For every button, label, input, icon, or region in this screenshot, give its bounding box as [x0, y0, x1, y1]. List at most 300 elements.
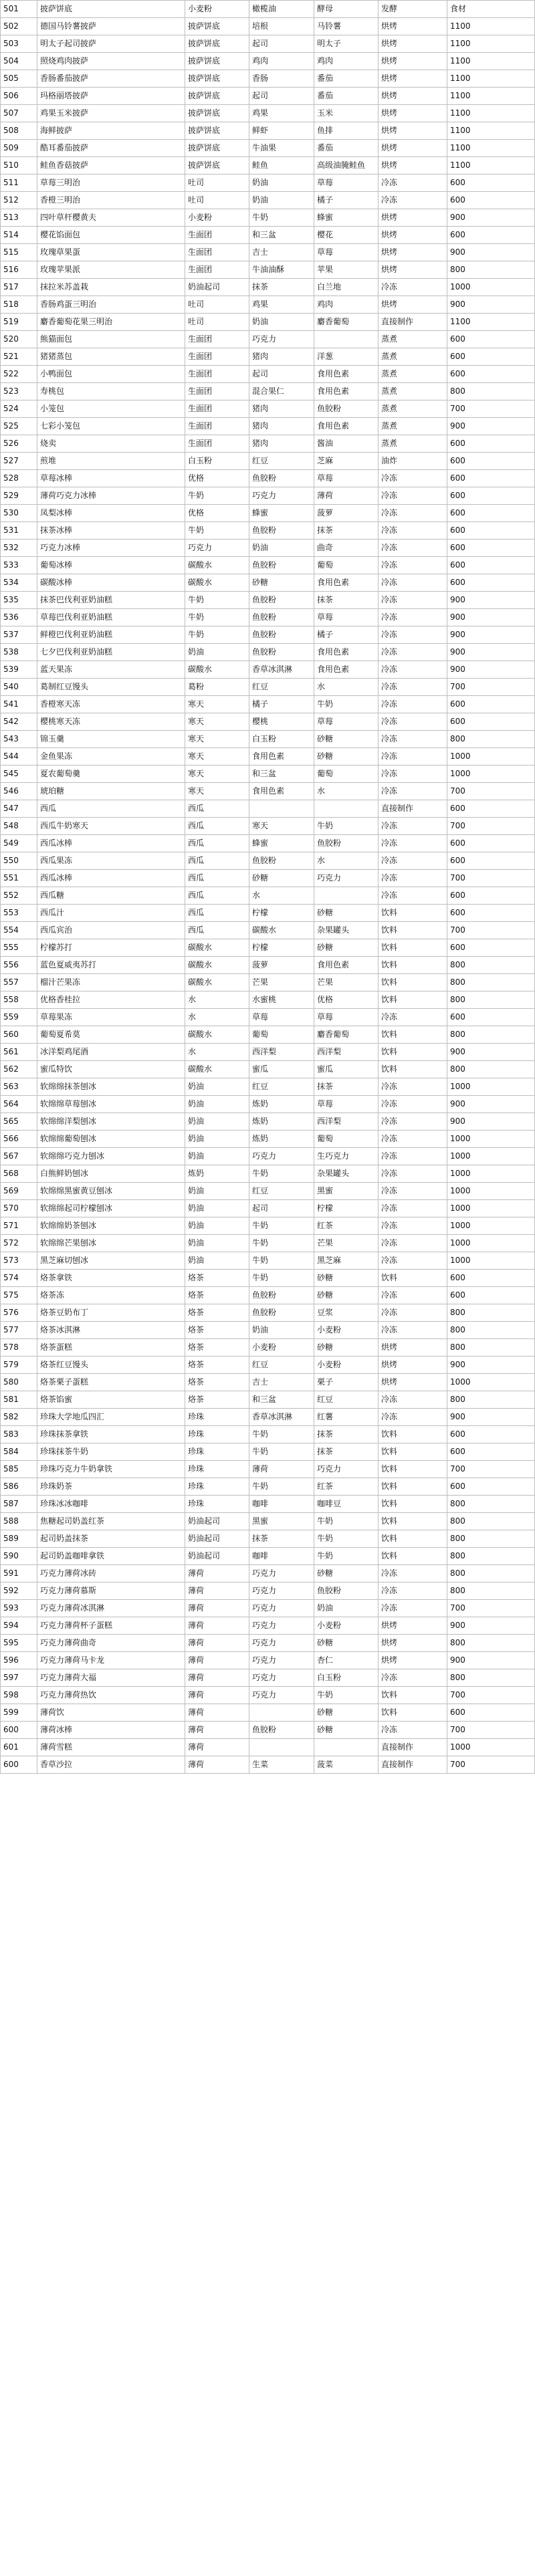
- ingredient-3-cell[interactable]: 栗子: [314, 1374, 379, 1391]
- ingredient-2-cell[interactable]: 巧克力: [249, 1687, 314, 1704]
- id-cell[interactable]: 575: [1, 1287, 37, 1304]
- price-cell[interactable]: 600: [447, 1270, 535, 1287]
- name-cell[interactable]: 香橙寒天冻: [37, 696, 185, 713]
- ingredient-3-cell[interactable]: 砂糖: [314, 939, 379, 957]
- price-cell[interactable]: 1000: [447, 1252, 535, 1270]
- name-cell[interactable]: 蓝天果冻: [37, 661, 185, 679]
- name-cell[interactable]: 软绵绵草莓刨冰: [37, 1096, 185, 1113]
- method-cell[interactable]: 冷冻: [379, 574, 447, 592]
- ingredient-1-cell[interactable]: 牛奶: [185, 626, 249, 644]
- ingredient-2-cell[interactable]: 葡萄: [249, 1026, 314, 1044]
- id-cell[interactable]: 584: [1, 1443, 37, 1461]
- name-cell[interactable]: 小鸭面包: [37, 366, 185, 383]
- id-cell[interactable]: 601: [1, 1739, 37, 1756]
- name-cell[interactable]: 软绵绵黑蜜黄豆刨冰: [37, 1183, 185, 1200]
- id-cell[interactable]: 556: [1, 957, 37, 974]
- name-cell[interactable]: 樱花馅面包: [37, 227, 185, 244]
- ingredient-2-cell[interactable]: 巧克力: [249, 1148, 314, 1165]
- ingredient-3-cell[interactable]: 草莓: [314, 174, 379, 192]
- price-cell[interactable]: 600: [447, 522, 535, 540]
- ingredient-3-cell[interactable]: 洋葱: [314, 348, 379, 366]
- method-cell[interactable]: 饮料: [379, 957, 447, 974]
- name-cell[interactable]: 巧克力薄荷马卡龙: [37, 1652, 185, 1669]
- ingredient-1-cell[interactable]: 薄荷: [185, 1704, 249, 1722]
- ingredient-2-cell[interactable]: 炼奶: [249, 1113, 314, 1131]
- ingredient-2-cell[interactable]: 橘子: [249, 696, 314, 713]
- method-cell[interactable]: 烘烤: [379, 1635, 447, 1652]
- name-cell[interactable]: 软绵绵葡萄刨冰: [37, 1131, 185, 1148]
- id-cell[interactable]: 547: [1, 800, 37, 818]
- ingredient-1-cell[interactable]: 珍珠: [185, 1443, 249, 1461]
- name-cell[interactable]: 披萨饼底: [37, 1, 185, 18]
- id-cell[interactable]: 506: [1, 88, 37, 105]
- method-cell[interactable]: 烘烤: [379, 105, 447, 122]
- id-cell[interactable]: 501: [1, 1, 37, 18]
- ingredient-1-cell[interactable]: 小麦粉: [185, 209, 249, 227]
- price-cell[interactable]: 800: [447, 1583, 535, 1600]
- id-cell[interactable]: 600: [1, 1722, 37, 1739]
- method-cell[interactable]: 直接制作: [379, 1756, 447, 1774]
- method-cell[interactable]: 冷冻: [379, 1096, 447, 1113]
- ingredient-1-cell[interactable]: 牛奶: [185, 487, 249, 505]
- ingredient-2-cell[interactable]: 鱼胶粉: [249, 470, 314, 487]
- id-cell[interactable]: 566: [1, 1131, 37, 1148]
- id-cell[interactable]: 599: [1, 1704, 37, 1722]
- ingredient-2-cell[interactable]: 猪肉: [249, 348, 314, 366]
- ingredient-2-cell[interactable]: 红豆: [249, 1078, 314, 1096]
- ingredient-1-cell[interactable]: 炼奶: [185, 1165, 249, 1183]
- ingredient-2-cell[interactable]: [249, 1704, 314, 1722]
- price-cell[interactable]: 600: [447, 557, 535, 574]
- id-cell[interactable]: 541: [1, 696, 37, 713]
- ingredient-1-cell[interactable]: 寒天: [185, 748, 249, 766]
- ingredient-1-cell[interactable]: 吐司: [185, 174, 249, 192]
- name-cell[interactable]: 巧克力薄荷大福: [37, 1669, 185, 1687]
- ingredient-2-cell[interactable]: 牛油果: [249, 140, 314, 157]
- ingredient-1-cell[interactable]: 烙茶: [185, 1339, 249, 1357]
- id-cell[interactable]: 583: [1, 1426, 37, 1443]
- id-cell[interactable]: 588: [1, 1513, 37, 1530]
- ingredient-3-cell[interactable]: 草莓: [314, 244, 379, 261]
- name-cell[interactable]: 西瓜汁: [37, 905, 185, 922]
- ingredient-1-cell[interactable]: 奶油: [185, 1148, 249, 1165]
- ingredient-1-cell[interactable]: 巧克力: [185, 540, 249, 557]
- method-cell[interactable]: 蒸煮: [379, 418, 447, 435]
- price-cell[interactable]: 600: [447, 696, 535, 713]
- id-cell[interactable]: 579: [1, 1357, 37, 1374]
- ingredient-2-cell[interactable]: 碳酸水: [249, 922, 314, 939]
- id-cell[interactable]: 557: [1, 974, 37, 991]
- ingredient-3-cell[interactable]: 麝香葡萄: [314, 1026, 379, 1044]
- price-cell[interactable]: 800: [447, 1513, 535, 1530]
- price-cell[interactable]: 1100: [447, 314, 535, 331]
- id-cell[interactable]: 520: [1, 331, 37, 348]
- price-cell[interactable]: 600: [447, 574, 535, 592]
- name-cell[interactable]: 七夕巴伐利亚奶油糕: [37, 644, 185, 661]
- id-cell[interactable]: 585: [1, 1461, 37, 1478]
- ingredient-2-cell[interactable]: 鱼胶粉: [249, 626, 314, 644]
- price-cell[interactable]: 1000: [447, 1078, 535, 1096]
- ingredient-2-cell[interactable]: 牛奶: [249, 1270, 314, 1287]
- name-cell[interactable]: 海鲜披萨: [37, 122, 185, 140]
- method-cell[interactable]: 烘烤: [379, 1357, 447, 1374]
- name-cell[interactable]: 抹茶巴伐利亚奶油糕: [37, 592, 185, 609]
- ingredient-1-cell[interactable]: 西瓜: [185, 800, 249, 818]
- id-cell[interactable]: 591: [1, 1565, 37, 1583]
- id-cell[interactable]: 509: [1, 140, 37, 157]
- id-cell[interactable]: 598: [1, 1687, 37, 1704]
- ingredient-3-cell[interactable]: 红茶: [314, 1217, 379, 1235]
- price-cell[interactable]: 900: [447, 244, 535, 261]
- ingredient-1-cell[interactable]: 奶油起司: [185, 279, 249, 296]
- method-cell[interactable]: 饮料: [379, 1530, 447, 1548]
- method-cell[interactable]: 饮料: [379, 1687, 447, 1704]
- ingredient-2-cell[interactable]: 鱼胶粉: [249, 592, 314, 609]
- name-cell[interactable]: 锦玉羹: [37, 731, 185, 748]
- ingredient-2-cell[interactable]: 鱼胶粉: [249, 1304, 314, 1322]
- method-cell[interactable]: 烘烤: [379, 1652, 447, 1669]
- method-cell[interactable]: 冷冻: [379, 1409, 447, 1426]
- ingredient-2-cell[interactable]: 混合果仁: [249, 383, 314, 400]
- name-cell[interactable]: 冰洋梨鸡尾酒: [37, 1044, 185, 1061]
- ingredient-2-cell[interactable]: 牛奶: [249, 1165, 314, 1183]
- id-cell[interactable]: 551: [1, 870, 37, 887]
- id-cell[interactable]: 563: [1, 1078, 37, 1096]
- ingredient-2-cell[interactable]: 牛奶: [249, 1252, 314, 1270]
- price-cell[interactable]: 700: [447, 1461, 535, 1478]
- ingredient-2-cell[interactable]: 炼奶: [249, 1131, 314, 1148]
- ingredient-2-cell[interactable]: 红豆: [249, 1357, 314, 1374]
- ingredient-3-cell[interactable]: 杏仁: [314, 1652, 379, 1669]
- name-cell[interactable]: 猪猪蒸包: [37, 348, 185, 366]
- id-cell[interactable]: 548: [1, 818, 37, 835]
- method-cell[interactable]: 冷冻: [379, 1391, 447, 1409]
- ingredient-3-cell[interactable]: 食用色素: [314, 661, 379, 679]
- ingredient-1-cell[interactable]: 生面团: [185, 418, 249, 435]
- method-cell[interactable]: 饮料: [379, 1426, 447, 1443]
- id-cell[interactable]: 560: [1, 1026, 37, 1044]
- ingredient-2-cell[interactable]: 蜂蜜: [249, 505, 314, 522]
- ingredient-3-cell[interactable]: 芒果: [314, 974, 379, 991]
- method-cell[interactable]: 冷冻: [379, 731, 447, 748]
- ingredient-2-cell[interactable]: 白玉粉: [249, 731, 314, 748]
- name-cell[interactable]: 起司奶盖咖啡拿铁: [37, 1548, 185, 1565]
- ingredient-3-cell[interactable]: 砂糖: [314, 1722, 379, 1739]
- price-cell[interactable]: 900: [447, 1357, 535, 1374]
- id-cell[interactable]: 567: [1, 1148, 37, 1165]
- ingredient-2-cell[interactable]: 咖啡: [249, 1548, 314, 1565]
- id-cell[interactable]: 562: [1, 1061, 37, 1078]
- method-cell[interactable]: 冷冻: [379, 661, 447, 679]
- price-cell[interactable]: 600: [447, 1478, 535, 1496]
- name-cell[interactable]: 起司奶盖抹茶: [37, 1530, 185, 1548]
- ingredient-1-cell[interactable]: 珍珠: [185, 1478, 249, 1496]
- id-cell[interactable]: 545: [1, 766, 37, 783]
- ingredient-1-cell[interactable]: 披萨饼底: [185, 70, 249, 88]
- id-cell[interactable]: 546: [1, 783, 37, 800]
- price-cell[interactable]: 800: [447, 1322, 535, 1339]
- ingredient-2-cell[interactable]: 巧克力: [249, 1565, 314, 1583]
- method-cell[interactable]: 冷冻: [379, 609, 447, 626]
- price-cell[interactable]: 1100: [447, 18, 535, 35]
- ingredient-3-cell[interactable]: 西洋梨: [314, 1113, 379, 1131]
- id-cell[interactable]: 523: [1, 383, 37, 400]
- ingredient-1-cell[interactable]: 西瓜: [185, 835, 249, 852]
- id-cell[interactable]: 570: [1, 1200, 37, 1217]
- name-cell[interactable]: 四叶草杆樱黄夫: [37, 209, 185, 227]
- price-cell[interactable]: 1000: [447, 1165, 535, 1183]
- ingredient-3-cell[interactable]: 苹果: [314, 261, 379, 279]
- ingredient-1-cell[interactable]: 小麦粉: [185, 1, 249, 18]
- name-cell[interactable]: 软绵绵抹茶刨冰: [37, 1078, 185, 1096]
- method-cell[interactable]: 烘烤: [379, 1617, 447, 1635]
- ingredient-3-cell[interactable]: 砂糖: [314, 1270, 379, 1287]
- price-cell[interactable]: 600: [447, 1287, 535, 1304]
- method-cell[interactable]: 冷冻: [379, 679, 447, 696]
- ingredient-2-cell[interactable]: 薄荷: [249, 1461, 314, 1478]
- ingredient-1-cell[interactable]: 珍珠: [185, 1461, 249, 1478]
- id-cell[interactable]: 510: [1, 157, 37, 174]
- price-cell[interactable]: 900: [447, 1617, 535, 1635]
- id-cell[interactable]: 542: [1, 713, 37, 731]
- id-cell[interactable]: 597: [1, 1669, 37, 1687]
- price-cell[interactable]: 800: [447, 974, 535, 991]
- ingredient-3-cell[interactable]: 番茄: [314, 70, 379, 88]
- ingredient-1-cell[interactable]: 披萨饼底: [185, 122, 249, 140]
- ingredient-1-cell[interactable]: 牛奶: [185, 522, 249, 540]
- name-cell[interactable]: 金鱼果冻: [37, 748, 185, 766]
- ingredient-2-cell[interactable]: 水蜜桃: [249, 991, 314, 1009]
- id-cell[interactable]: 571: [1, 1217, 37, 1235]
- name-cell[interactable]: 西瓜冰棒: [37, 835, 185, 852]
- name-cell[interactable]: 小笼包: [37, 400, 185, 418]
- ingredient-1-cell[interactable]: 生面团: [185, 383, 249, 400]
- ingredient-3-cell[interactable]: 葡萄: [314, 1131, 379, 1148]
- method-cell[interactable]: 冷冻: [379, 852, 447, 870]
- price-cell[interactable]: 600: [447, 366, 535, 383]
- ingredient-3-cell[interactable]: 食用色素: [314, 574, 379, 592]
- ingredient-2-cell[interactable]: 炼奶: [249, 1096, 314, 1113]
- price-cell[interactable]: 800: [447, 383, 535, 400]
- price-cell[interactable]: 800: [447, 1548, 535, 1565]
- name-cell[interactable]: 葡萄冰棒: [37, 557, 185, 574]
- ingredient-3-cell[interactable]: 橘子: [314, 192, 379, 209]
- id-cell[interactable]: 529: [1, 487, 37, 505]
- ingredient-1-cell[interactable]: 生面团: [185, 366, 249, 383]
- name-cell[interactable]: 蓝色夏威夷苏打: [37, 957, 185, 974]
- ingredient-2-cell[interactable]: 牛奶: [249, 1217, 314, 1235]
- id-cell[interactable]: 572: [1, 1235, 37, 1252]
- price-cell[interactable]: 700: [447, 400, 535, 418]
- price-cell[interactable]: 1100: [447, 157, 535, 174]
- ingredient-3-cell[interactable]: 白玉粉: [314, 1669, 379, 1687]
- ingredient-1-cell[interactable]: 薄荷: [185, 1756, 249, 1774]
- method-cell[interactable]: 饮料: [379, 939, 447, 957]
- price-cell[interactable]: 800: [447, 1565, 535, 1583]
- ingredient-2-cell[interactable]: 香草冰淇淋: [249, 1409, 314, 1426]
- method-cell[interactable]: 饮料: [379, 1496, 447, 1513]
- ingredient-2-cell[interactable]: 柠檬: [249, 939, 314, 957]
- name-cell[interactable]: 樱桃寒天冻: [37, 713, 185, 731]
- id-cell[interactable]: 513: [1, 209, 37, 227]
- ingredient-1-cell[interactable]: 生面团: [185, 400, 249, 418]
- id-cell[interactable]: 514: [1, 227, 37, 244]
- ingredient-3-cell[interactable]: 菠萝: [314, 505, 379, 522]
- method-cell[interactable]: 冷冻: [379, 1113, 447, 1131]
- method-cell[interactable]: 冷冻: [379, 192, 447, 209]
- name-cell[interactable]: 黑芝麻切刨冰: [37, 1252, 185, 1270]
- ingredient-2-cell[interactable]: 巧克力: [249, 1583, 314, 1600]
- method-cell[interactable]: 蒸煮: [379, 331, 447, 348]
- price-cell[interactable]: 900: [447, 609, 535, 626]
- ingredient-3-cell[interactable]: 红豆: [314, 1391, 379, 1409]
- ingredient-2-cell[interactable]: 奶油: [249, 192, 314, 209]
- id-cell[interactable]: 535: [1, 592, 37, 609]
- ingredient-3-cell[interactable]: 豆浆: [314, 1304, 379, 1322]
- method-cell[interactable]: 冷冻: [379, 1009, 447, 1026]
- name-cell[interactable]: 巧克力薄荷曲奇: [37, 1635, 185, 1652]
- ingredient-3-cell[interactable]: 橘子: [314, 626, 379, 644]
- ingredient-2-cell[interactable]: 鱼胶粉: [249, 522, 314, 540]
- price-cell[interactable]: 900: [447, 661, 535, 679]
- method-cell[interactable]: 冷冻: [379, 818, 447, 835]
- method-cell[interactable]: 冷冻: [379, 1183, 447, 1200]
- name-cell[interactable]: 草莓三明治: [37, 174, 185, 192]
- ingredient-3-cell[interactable]: [314, 800, 379, 818]
- ingredient-1-cell[interactable]: 生面团: [185, 331, 249, 348]
- ingredient-1-cell[interactable]: 薄荷: [185, 1669, 249, 1687]
- ingredient-1-cell[interactable]: 白玉粉: [185, 453, 249, 470]
- method-cell[interactable]: 蒸煮: [379, 366, 447, 383]
- name-cell[interactable]: 西瓜果冻: [37, 852, 185, 870]
- method-cell[interactable]: 冷冻: [379, 626, 447, 644]
- ingredient-2-cell[interactable]: 起司: [249, 35, 314, 53]
- ingredient-2-cell[interactable]: 食用色素: [249, 783, 314, 800]
- price-cell[interactable]: 800: [447, 1530, 535, 1548]
- ingredient-1-cell[interactable]: 薄荷: [185, 1739, 249, 1756]
- ingredient-3-cell[interactable]: 柠檬: [314, 1200, 379, 1217]
- ingredient-2-cell[interactable]: 鸡肉: [249, 53, 314, 70]
- ingredient-2-cell[interactable]: 砂糖: [249, 870, 314, 887]
- ingredient-3-cell[interactable]: 水: [314, 852, 379, 870]
- ingredient-2-cell[interactable]: 生菜: [249, 1756, 314, 1774]
- price-cell[interactable]: 800: [447, 1339, 535, 1357]
- ingredient-2-cell[interactable]: 巧克力: [249, 1617, 314, 1635]
- ingredient-1-cell[interactable]: 优格: [185, 505, 249, 522]
- id-cell[interactable]: 512: [1, 192, 37, 209]
- name-cell[interactable]: 巧克力薄荷慕斯: [37, 1583, 185, 1600]
- name-cell[interactable]: 碳酸冰棒: [37, 574, 185, 592]
- method-cell[interactable]: 油炸: [379, 453, 447, 470]
- name-cell[interactable]: 蜜瓜特饮: [37, 1061, 185, 1078]
- price-cell[interactable]: 1100: [447, 122, 535, 140]
- id-cell[interactable]: 582: [1, 1409, 37, 1426]
- ingredient-3-cell[interactable]: 马铃薯: [314, 18, 379, 35]
- ingredient-3-cell[interactable]: 抹茶: [314, 1426, 379, 1443]
- ingredient-3-cell[interactable]: 草莓: [314, 1009, 379, 1026]
- ingredient-3-cell[interactable]: 黑芝麻: [314, 1252, 379, 1270]
- ingredient-2-cell[interactable]: 和三盆: [249, 766, 314, 783]
- name-cell[interactable]: 葡萄夏希莫: [37, 1026, 185, 1044]
- ingredient-2-cell[interactable]: 猪肉: [249, 400, 314, 418]
- price-cell[interactable]: 700: [447, 1600, 535, 1617]
- ingredient-1-cell[interactable]: 烙茶: [185, 1357, 249, 1374]
- id-cell[interactable]: 555: [1, 939, 37, 957]
- name-cell[interactable]: 玛格丽塔披萨: [37, 88, 185, 105]
- ingredient-2-cell[interactable]: 红豆: [249, 453, 314, 470]
- ingredient-1-cell[interactable]: 烙茶: [185, 1287, 249, 1304]
- ingredient-1-cell[interactable]: 水: [185, 1044, 249, 1061]
- name-cell[interactable]: 烙茶冰淇淋: [37, 1322, 185, 1339]
- ingredient-3-cell[interactable]: 黑蜜: [314, 1183, 379, 1200]
- ingredient-2-cell[interactable]: 蜂蜜: [249, 835, 314, 852]
- method-cell[interactable]: 饮料: [379, 1061, 447, 1078]
- name-cell[interactable]: 软绵绵奶茶刨冰: [37, 1217, 185, 1235]
- ingredient-1-cell[interactable]: 吐司: [185, 314, 249, 331]
- price-cell[interactable]: 800: [447, 1635, 535, 1652]
- method-cell[interactable]: 冷冻: [379, 713, 447, 731]
- ingredient-2-cell[interactable]: 鱼胶粉: [249, 1287, 314, 1304]
- id-cell[interactable]: 517: [1, 279, 37, 296]
- price-cell[interactable]: 600: [447, 470, 535, 487]
- ingredient-1-cell[interactable]: 烙茶: [185, 1391, 249, 1409]
- ingredient-2-cell[interactable]: 奶油: [249, 174, 314, 192]
- method-cell[interactable]: 烘烤: [379, 227, 447, 244]
- price-cell[interactable]: 700: [447, 783, 535, 800]
- ingredient-3-cell[interactable]: 白兰地: [314, 279, 379, 296]
- name-cell[interactable]: 巧克力冰棒: [37, 540, 185, 557]
- price-cell[interactable]: 800: [447, 957, 535, 974]
- ingredient-3-cell[interactable]: [314, 331, 379, 348]
- id-cell[interactable]: 533: [1, 557, 37, 574]
- ingredient-1-cell[interactable]: 寒天: [185, 766, 249, 783]
- ingredient-3-cell[interactable]: 草莓: [314, 1096, 379, 1113]
- ingredient-2-cell[interactable]: 猪肉: [249, 435, 314, 453]
- method-cell[interactable]: 冷冻: [379, 470, 447, 487]
- ingredient-1-cell[interactable]: 生面团: [185, 227, 249, 244]
- name-cell[interactable]: 珍珠抹茶牛奶: [37, 1443, 185, 1461]
- ingredient-1-cell[interactable]: 披萨饼底: [185, 140, 249, 157]
- ingredient-1-cell[interactable]: 碳酸水: [185, 1026, 249, 1044]
- method-cell[interactable]: 冷冻: [379, 1583, 447, 1600]
- ingredient-2-cell[interactable]: 猪肉: [249, 418, 314, 435]
- ingredient-1-cell[interactable]: 生面团: [185, 348, 249, 366]
- name-cell[interactable]: 烙茶栗子蛋糕: [37, 1374, 185, 1391]
- ingredient-1-cell[interactable]: 葛粉: [185, 679, 249, 696]
- name-cell[interactable]: 香肠鸡蛋三明治: [37, 296, 185, 314]
- ingredient-1-cell[interactable]: 珍珠: [185, 1496, 249, 1513]
- ingredient-2-cell[interactable]: 黑蜜: [249, 1513, 314, 1530]
- price-cell[interactable]: 1000: [447, 1217, 535, 1235]
- ingredient-1-cell[interactable]: 薄荷: [185, 1583, 249, 1600]
- price-cell[interactable]: 800: [447, 1391, 535, 1409]
- ingredient-1-cell[interactable]: 奶油: [185, 1200, 249, 1217]
- price-cell[interactable]: 700: [447, 679, 535, 696]
- id-cell[interactable]: 544: [1, 748, 37, 766]
- id-cell[interactable]: 600: [1, 1756, 37, 1774]
- id-cell[interactable]: 594: [1, 1617, 37, 1635]
- name-cell[interactable]: 薄荷冰棒: [37, 1722, 185, 1739]
- ingredient-2-cell[interactable]: 牛奶: [249, 1426, 314, 1443]
- method-cell[interactable]: 冷冻: [379, 1287, 447, 1304]
- ingredient-1-cell[interactable]: 西瓜: [185, 818, 249, 835]
- price-cell[interactable]: 1000: [447, 748, 535, 766]
- price-cell[interactable]: 1000: [447, 1131, 535, 1148]
- ingredient-1-cell[interactable]: 烙茶: [185, 1304, 249, 1322]
- ingredient-2-cell[interactable]: 抹茶: [249, 279, 314, 296]
- ingredient-3-cell[interactable]: 草莓: [314, 713, 379, 731]
- ingredient-2-cell[interactable]: 芒果: [249, 974, 314, 991]
